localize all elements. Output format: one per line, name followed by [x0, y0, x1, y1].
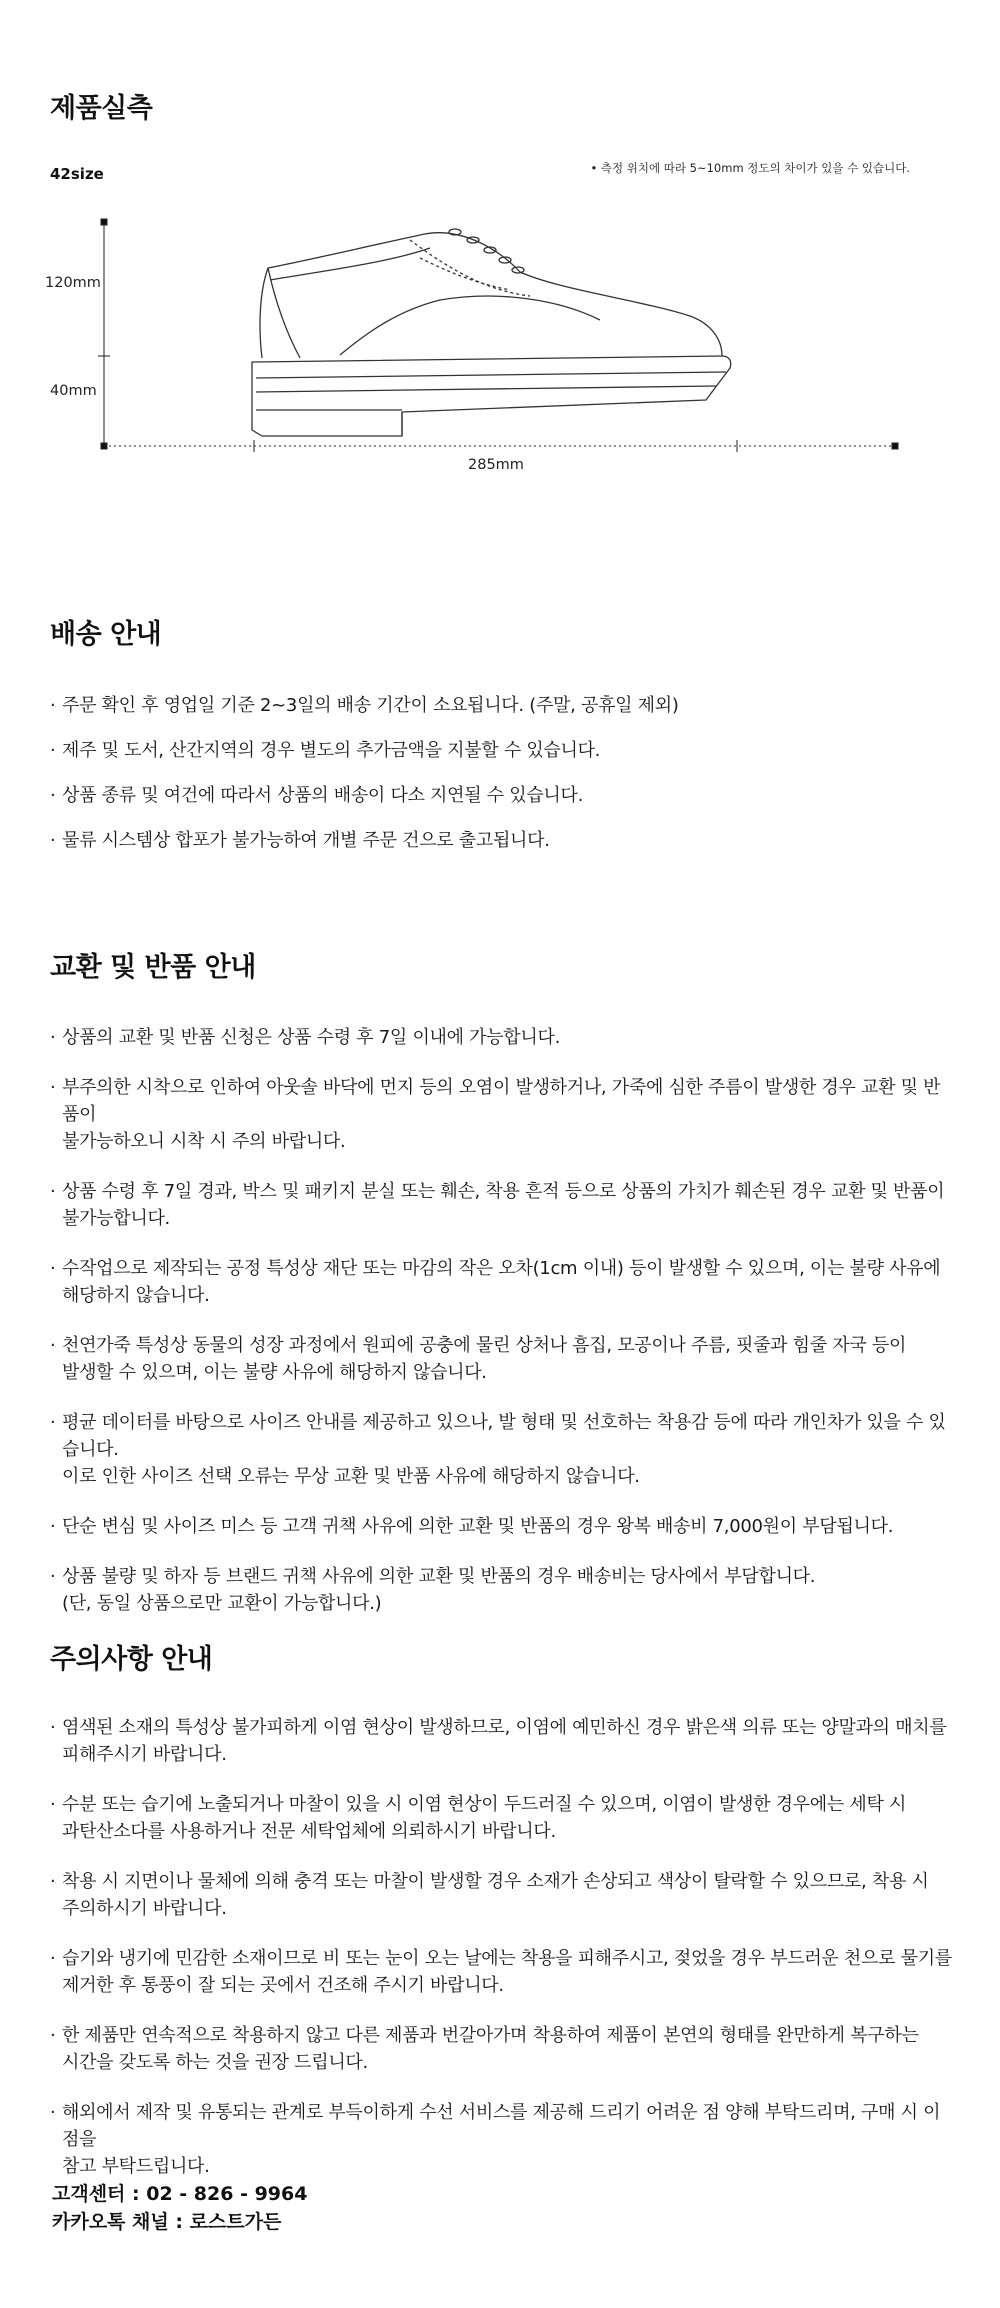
- bullet-dot: ·: [50, 1412, 56, 1433]
- list-item: [50, 1024, 955, 1051]
- list-item-line: 부주의한 시착으로 인하여 아웃솔 바닥에 먼지 등의 오염이 발생하거나, 가죽에 심한 주름이 발생한 경우 교환 및 반품이: [62, 1077, 941, 1125]
- bullet-dot: ·: [50, 1258, 56, 1279]
- list-item: [50, 1409, 955, 1490]
- caution-list: [50, 1714, 955, 2203]
- bullet-dot: ·: [50, 1717, 56, 1738]
- list-item-line: 상품의 교환 및 반품 신청은 상품 수령 후 7일 이내에 가능합니다.: [62, 1027, 560, 1048]
- shoe-diagram: [0, 200, 1000, 490]
- list-item-line: 참고 부탁드립니다.: [62, 2156, 210, 2177]
- list-item: [50, 1513, 955, 1540]
- list-item-line: 상품 수령 후 7일 경과, 박스 및 패키지 분실 또는 훼손, 착용 흔적 등으로 상품의 가치가 훼손된 경우 교환 및 반품이: [62, 1181, 945, 1202]
- length-dimension-line: [104, 440, 898, 452]
- list-item: [50, 1178, 955, 1232]
- list-item: [50, 1945, 955, 1999]
- list-item-line: 주문 확인 후 영업일 기준 2~3일의 배송 기간이 소요됩니다. (주말, 공휴일 제외): [62, 695, 679, 716]
- height-sole-label: 40mm: [50, 383, 97, 399]
- list-item: [50, 737, 955, 764]
- bullet-dot: ·: [50, 1027, 56, 1048]
- list-item-line: 해당하지 않습니다.: [62, 1285, 210, 1306]
- list-item-line: 불가능하오니 시착 시 주의 바랍니다.: [62, 1131, 346, 1152]
- bullet-dot: ·: [50, 1794, 56, 1815]
- list-item: [50, 1332, 955, 1386]
- list-item-line: 주의하시기 바랍니다.: [62, 1898, 227, 1919]
- list-item: [50, 692, 955, 719]
- list-item-line: 한 제품만 연속적으로 착용하지 않고 다른 제품과 번갈아가며 착용하여 제품이 본연의 형태를 완만하게 복구하는: [62, 2025, 919, 2046]
- list-item-line: 제주 및 도서, 산간지역의 경우 별도의 추가금액을 지불할 수 있습니다.: [62, 740, 601, 761]
- caution-section-title: 주의사항 안내: [50, 1644, 213, 1675]
- height-dimension-line: [98, 219, 110, 449]
- list-item-line: 피해주시기 바랍니다.: [62, 1744, 227, 1765]
- size-section-title: 제품실측: [50, 93, 153, 124]
- list-item-line: 습기와 냉기에 민감한 소재이므로 비 또는 눈이 오는 날에는 착용을 피해주시고, 젖었을 경우 부드러운 천으로 물기를: [62, 1948, 952, 1969]
- list-item-line: 수분 또는 습기에 노출되거나 마찰이 있을 시 이염 현상이 두드러질 수 있으며, 이염이 발생한 경우에는 세탁 시: [62, 1794, 907, 1815]
- customer-center-phone: 고객센터 : 02 - 826 - 9964: [52, 2183, 308, 2205]
- bullet-dot: ·: [50, 1077, 56, 1098]
- list-item-line: 과탄산소다를 사용하거나 전문 세탁업체에 의뢰하시기 바랍니다.: [62, 1821, 556, 1842]
- list-item-line: 불가능합니다.: [62, 1208, 170, 1229]
- list-item-line: 평균 데이터를 바탕으로 사이즈 안내를 제공하고 있으나, 발 형태 및 선호하는 착용감 등에 따라 개인차가 있을 수 있습니다.: [62, 1412, 946, 1460]
- list-item-line: 발생할 수 있으며, 이는 불량 사유에 해당하지 않습니다.: [62, 1362, 487, 1383]
- returns-section-title: 교환 및 반품 안내: [50, 952, 256, 983]
- bullet-dot: ·: [50, 740, 56, 761]
- list-item: [50, 1714, 955, 1768]
- list-item: [50, 2099, 955, 2180]
- list-item-line: 해외에서 제작 및 유통되는 관계로 부득이하게 수선 서비스를 제공해 드리기 어려운 점 양해 부탁드리며, 구매 시 이 점을: [62, 2102, 941, 2150]
- bullet-dot: ·: [50, 2102, 56, 2123]
- bullet-dot: ·: [50, 2025, 56, 2046]
- contact-block: [52, 2180, 307, 2236]
- list-item-line: 단순 변심 및 사이즈 미스 등 고객 귀책 사유에 의한 교환 및 반품의 경우 왕복 배송비 7,000원이 부담됩니다.: [62, 1516, 894, 1537]
- list-item-line: 이로 인한 사이즈 선택 오류는 무상 교환 및 반품 사유에 해당하지 않습니다.: [62, 1466, 640, 1487]
- list-item: [50, 1255, 955, 1309]
- list-item: [50, 2022, 955, 2076]
- returns-list: [50, 1024, 955, 1640]
- shipping-section-title: 배송 안내: [50, 619, 162, 650]
- length-label: 285mm: [468, 457, 524, 473]
- list-item: [50, 827, 955, 854]
- size-tag: 42size: [50, 165, 104, 183]
- bullet-dot: ·: [50, 1516, 56, 1537]
- shipping-list: [50, 692, 955, 872]
- list-item-line: 시간을 갖도록 하는 것을 권장 드립니다.: [62, 2052, 368, 2073]
- list-item: [50, 1563, 955, 1617]
- list-item-line: 상품 불량 및 하자 등 브랜드 귀책 사유에 의한 교환 및 반품의 경우 배송비는 당사에서 부담합니다.: [62, 1566, 816, 1587]
- measurement-note: • 측정 위치에 따라 5~10mm 정도의 차이가 있을 수 있습니다.: [590, 161, 910, 175]
- bullet-dot: ·: [50, 1948, 56, 1969]
- kakao-channel: 카카오톡 채널 : 로스트가든: [52, 2211, 282, 2233]
- list-item-line: 수작업으로 제작되는 공정 특성상 재단 또는 마감의 작은 오차(1cm 이내) 등이 발생할 수 있으며, 이는 불량 사유에: [62, 1258, 941, 1279]
- list-item-line: 착용 시 지면이나 물체에 의해 충격 또는 마찰이 발생할 경우 소재가 손상되고 색상이 탈락할 수 있으므로, 착용 시: [62, 1871, 929, 1892]
- bullet-dot: ·: [50, 785, 56, 806]
- list-item-line: 제거한 후 통풍이 잘 되는 곳에서 건조해 주시기 바랍니다.: [62, 1975, 504, 1996]
- bullet-dot: ·: [50, 1871, 56, 1892]
- list-item-line: 상품 종류 및 여건에 따라서 상품의 배송이 다소 지연될 수 있습니다.: [62, 785, 584, 806]
- list-item: [50, 1074, 955, 1155]
- list-item-line: 염색된 소재의 특성상 불가피하게 이염 현상이 발생하므로, 이염에 예민하신 경우 밝은색 의류 또는 양말과의 매치를: [62, 1717, 947, 1738]
- list-item-line: 물류 시스템상 합포가 불가능하여 개별 주문 건으로 출고됩니다.: [62, 830, 550, 851]
- bullet-dot: ·: [50, 830, 56, 851]
- list-item: [50, 782, 955, 809]
- bullet-dot: ·: [50, 1335, 56, 1356]
- list-item: [50, 1868, 955, 1922]
- height-upper-label: 120mm: [45, 275, 101, 291]
- list-item-line: (단, 동일 상품으로만 교환이 가능합니다.): [62, 1593, 382, 1614]
- list-item-line: 천연가죽 특성상 동물의 성장 과정에서 원피에 공충에 물린 상처나 흠집, 모공이나 주름, 핏줄과 힘줄 자국 등이: [62, 1335, 907, 1356]
- shoe-outline: [252, 229, 731, 436]
- list-item: [50, 1791, 955, 1845]
- bullet-dot: ·: [50, 1566, 56, 1587]
- bullet-dot: ·: [50, 695, 56, 716]
- bullet-dot: ·: [50, 1181, 56, 1202]
